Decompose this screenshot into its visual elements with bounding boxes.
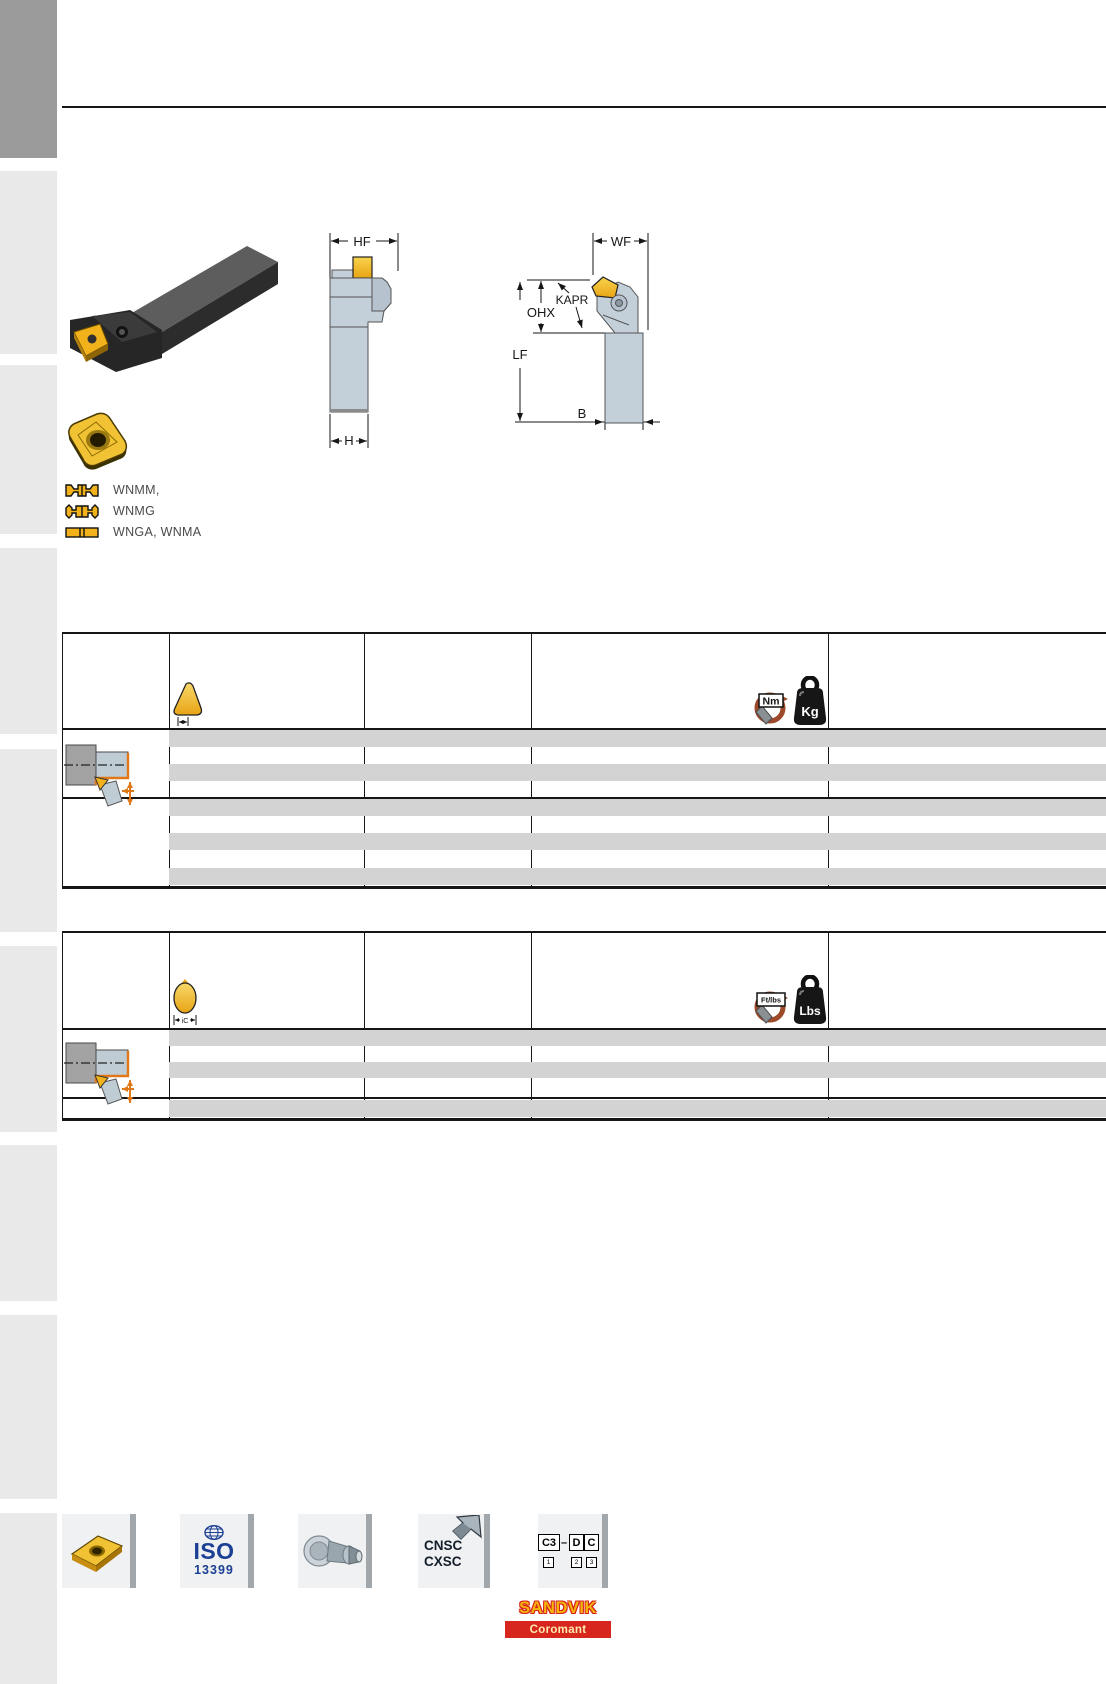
- sidebar-section: [0, 946, 57, 1132]
- sidebar-section: [0, 171, 57, 354]
- table-border: [62, 931, 63, 1118]
- dim-label-kapr: KAPR: [555, 293, 589, 307]
- insert-variant-label: WNGA, WNMA: [113, 525, 202, 539]
- table-column-line: [169, 931, 170, 1118]
- torque-weight-icons-inch: [750, 975, 830, 1027]
- torque-unit-label: Ft/lbs: [761, 995, 781, 1005]
- code-box-c: C: [584, 1534, 599, 1551]
- footer-cell-iso: [180, 1514, 254, 1588]
- table-bottom-border: [62, 1118, 1106, 1121]
- dim-label-b: B: [577, 406, 587, 421]
- brand-division: Coromant: [505, 1621, 611, 1638]
- dimensions-table-metric: [62, 632, 1106, 890]
- insert-cross-section-wnga-icon: [65, 525, 99, 540]
- machining-operation-icon: [64, 1033, 142, 1105]
- torque-wrench-icon: [756, 694, 788, 724]
- table-border: [62, 931, 1106, 933]
- weight-unit-label: Lbs: [799, 1004, 821, 1018]
- insert-side-view: [353, 257, 372, 278]
- iso-13399-badge: [193, 1525, 234, 1577]
- iso-label: ISO: [193, 1538, 235, 1565]
- insert-cross-section-wnmm-icon: [65, 483, 99, 498]
- sandvik-coromant-logo: [505, 1596, 611, 1638]
- table-border: [62, 632, 1106, 634]
- insert-photo: [62, 410, 136, 474]
- table-bottom-border: [62, 886, 1106, 889]
- iso-number: 13399: [194, 1563, 234, 1578]
- dim-label-hf: HF: [353, 234, 371, 249]
- weight-kg-icon: [794, 678, 826, 726]
- side-view-diagram: [330, 233, 398, 448]
- dimension-diagrams: [285, 225, 685, 465]
- insert-variant-row: [65, 503, 155, 519]
- code-note-2: 2: [571, 1557, 582, 1568]
- insert-top-view: [592, 277, 618, 298]
- insert-edge-length-icon: [172, 682, 206, 726]
- sidebar-section: [0, 1145, 57, 1301]
- toolholder-photo: [60, 232, 290, 374]
- table-row: [169, 868, 1106, 885]
- brand-name: SANDVIK: [519, 1599, 597, 1617]
- top-view-diagram: [512, 233, 660, 430]
- insert-variant-label: WNMM,: [113, 483, 160, 497]
- coupling-adapter-icon: [301, 1529, 363, 1573]
- table-row: [169, 1100, 1106, 1117]
- table-row: [169, 799, 1106, 816]
- dim-label-lf: LF: [512, 347, 528, 362]
- sidebar-section: [0, 1513, 57, 1684]
- code-note-1: 1: [543, 1557, 554, 1568]
- sidebar-section: [0, 1315, 57, 1499]
- code-box-d: D: [569, 1534, 584, 1551]
- dim-label-ohx: OHX: [526, 305, 556, 320]
- footer-cell-insert: [62, 1514, 136, 1588]
- insert-thumbnail-icon: [66, 1528, 126, 1574]
- dimensions-table-inch: [62, 931, 1106, 1122]
- cnsc-cxsc-badge: [418, 1514, 484, 1588]
- table-column-line: [531, 931, 532, 1118]
- torque-wrench-icon: [756, 993, 788, 1023]
- table-row: [169, 833, 1106, 850]
- table-row: [169, 1062, 1106, 1078]
- code-box-c3: C3: [538, 1534, 560, 1551]
- footer-cell-size-code: [538, 1514, 608, 1588]
- coupling-code-line2: CXSC: [424, 1553, 462, 1569]
- sidebar-section: [0, 365, 57, 534]
- table-row: [169, 730, 1106, 747]
- sidebar-section: [0, 749, 57, 932]
- sidebar-section-active: [0, 0, 57, 158]
- size-code-diagram: [538, 1530, 602, 1572]
- table-row: [169, 1030, 1106, 1046]
- dim-label-wf: WF: [610, 234, 632, 249]
- sidebar-section: [0, 548, 57, 734]
- table-border: [62, 632, 63, 886]
- code-dash: –: [561, 1537, 568, 1549]
- torque-weight-icons-metric: [750, 676, 830, 728]
- coupling-code-line1: CNSC: [424, 1538, 463, 1553]
- insert-variant-label: WNMG: [113, 504, 156, 518]
- machining-operation-icon: [64, 735, 142, 807]
- table-row: [169, 764, 1106, 781]
- dim-label-h: H: [344, 433, 354, 448]
- insert-variant-row: [65, 524, 201, 540]
- insert-inscribed-circle-icon: [172, 978, 206, 1028]
- insert-variant-row: [65, 482, 160, 498]
- table-column-line: [364, 931, 365, 1118]
- insert-cross-section-wnmg-icon: [65, 504, 99, 519]
- torque-unit-label: Nm: [762, 695, 780, 708]
- footer-cell-coupling-code: [418, 1514, 490, 1588]
- table-group-separator: [62, 1097, 1106, 1099]
- code-note-3: 3: [586, 1557, 597, 1568]
- insert-dim-label: iC: [181, 1018, 189, 1025]
- weight-lbs-icon: [794, 977, 826, 1025]
- footer-cell-adapter: [298, 1514, 372, 1588]
- header-rule: [62, 106, 1106, 108]
- weight-unit-label: Kg: [801, 704, 819, 719]
